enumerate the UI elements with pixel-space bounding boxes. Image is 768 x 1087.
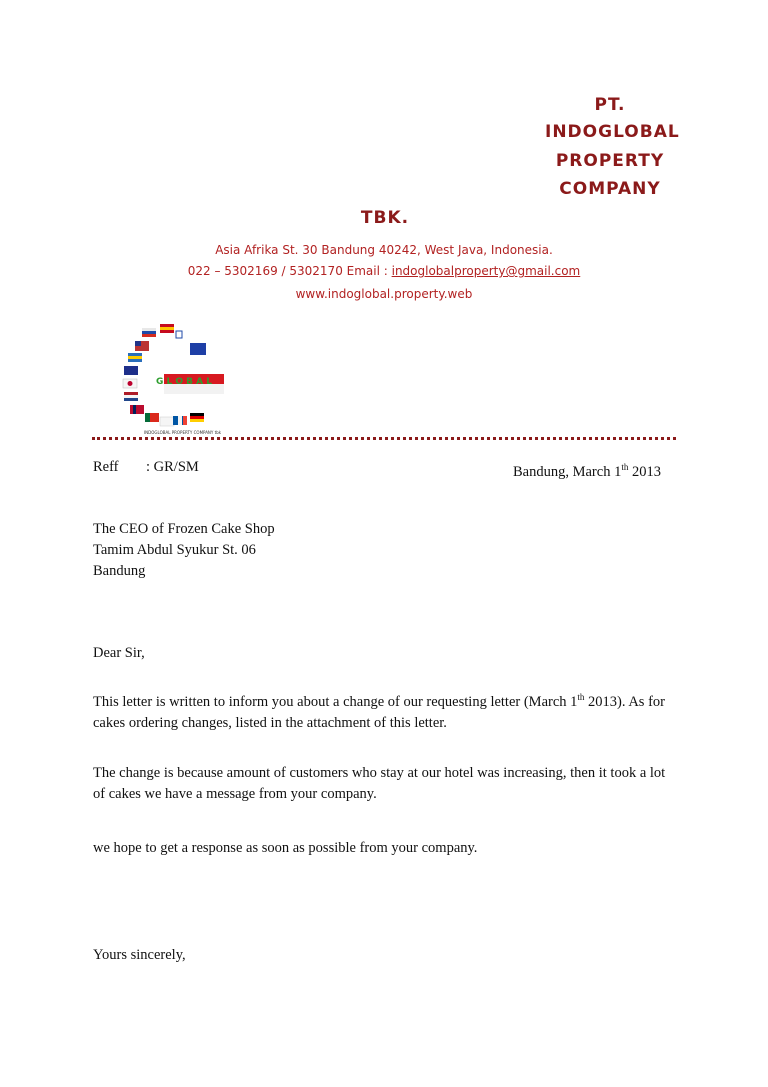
body-paragraph-3: we hope to get a response as soon as possible from your company. [93,840,478,856]
body-paragraph-2: The change is because amount of customers who stay at our hotel was increasing, then it took a lot of cakes we have a message from your company. [93,765,666,802]
logo-caption: INDOGLOBAL PROPERTY COMPANY tbk [144,430,222,435]
body-paragraph-1: This letter is written to inform you about a change of our requesting letter (March 1th 2013). As for cakes ordering changes, listed in the attachment of this letter. [93,692,665,731]
company-name-line-5: TBK. [360,208,410,228]
phone-text: 022 – 5302169 / 5302170 Email : [187,264,392,278]
company-logo [108,316,258,438]
closing: Yours sincerely, [93,947,186,963]
letterhead-divider [92,437,676,440]
email-link[interactable]: indoglobalproperty@gmail.com [391,264,581,278]
addressee-line-1: The CEO of Frozen Cake Shop [93,521,275,537]
company-address: Asia Afrika St. 30 Bandung 40242, West Java, Indonesia. [215,243,553,257]
addressee-line-3: Bandung [93,563,146,579]
salutation: Dear Sir, [93,645,145,661]
reference-label: Reff [93,459,119,475]
addressee-block [93,519,275,582]
company-name-line-1: PT. [594,95,626,115]
company-name-line-3: PROPERTY [555,151,665,171]
company-name-line-4: COMPANY [559,179,661,199]
company-name-line-2: INDOGLOBAL [545,122,680,142]
company-website[interactable]: www.indoglobal.property.web [295,287,473,301]
addressee-line-2: Tamim Abdul Syukur St. 06 [93,542,256,558]
reference-value: : GR/SM [146,459,199,475]
svg-text:G L O B A L: G L O B A L [156,377,212,387]
company-phone-email [0,264,768,278]
letter-date: Bandung, March 1th 2013 [513,462,661,480]
